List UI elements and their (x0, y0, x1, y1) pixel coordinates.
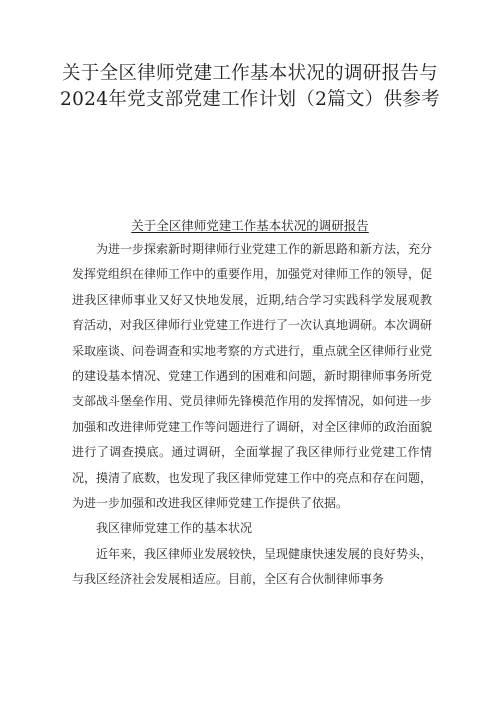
document-title: 关于全区律师党建工作基本状况的调研报告与2024年党支部党建工作计划（2篇文）供参考 (60, 63, 440, 110)
body-paragraph: 近年来，我区律师业发展较快，呈现健康快速发展的良好势头，与我区经济社会发展相适应。目前，全区有合伙制律师事务 (72, 546, 433, 587)
body-paragraph: 为进一步探索新时期律师行业党建工作的新思路和新方法，充分发挥党组织在律师工作中的重要作用，加强党对律师工作的领导，促进我区律师事业又好又快地发展，近期,结合学习实践科学发展观教育活动，对我区律师行业党建工作进行了一次认真地调研。本次调研采取座谈、问卷调查和实地考察的方式进行，重点就全区律师行业党的建设基本情况、党建工作遇到的困难和问题，新时期律师事务所党支部战斗堡垒作用、党员律师先锋模范作用的发挥情况，如何进一步加强和改进律师党建工作等问题进行了调研，对全区律师的政治面貌进行了调查摸底。通过调研，全面掌握了我区律师行业党建工作情况，摸清了底数，也发现了我区律师党建工作中的亮点和存在问题，为进一步加强和改进我区律师党建工作提供了依据。 (72, 242, 433, 511)
subheading: 我区律师党建工作的基本状况 (96, 521, 253, 536)
section-title: 关于全区律师党建工作基本状况的调研报告 (131, 218, 369, 233)
document-body (72, 237, 432, 593)
